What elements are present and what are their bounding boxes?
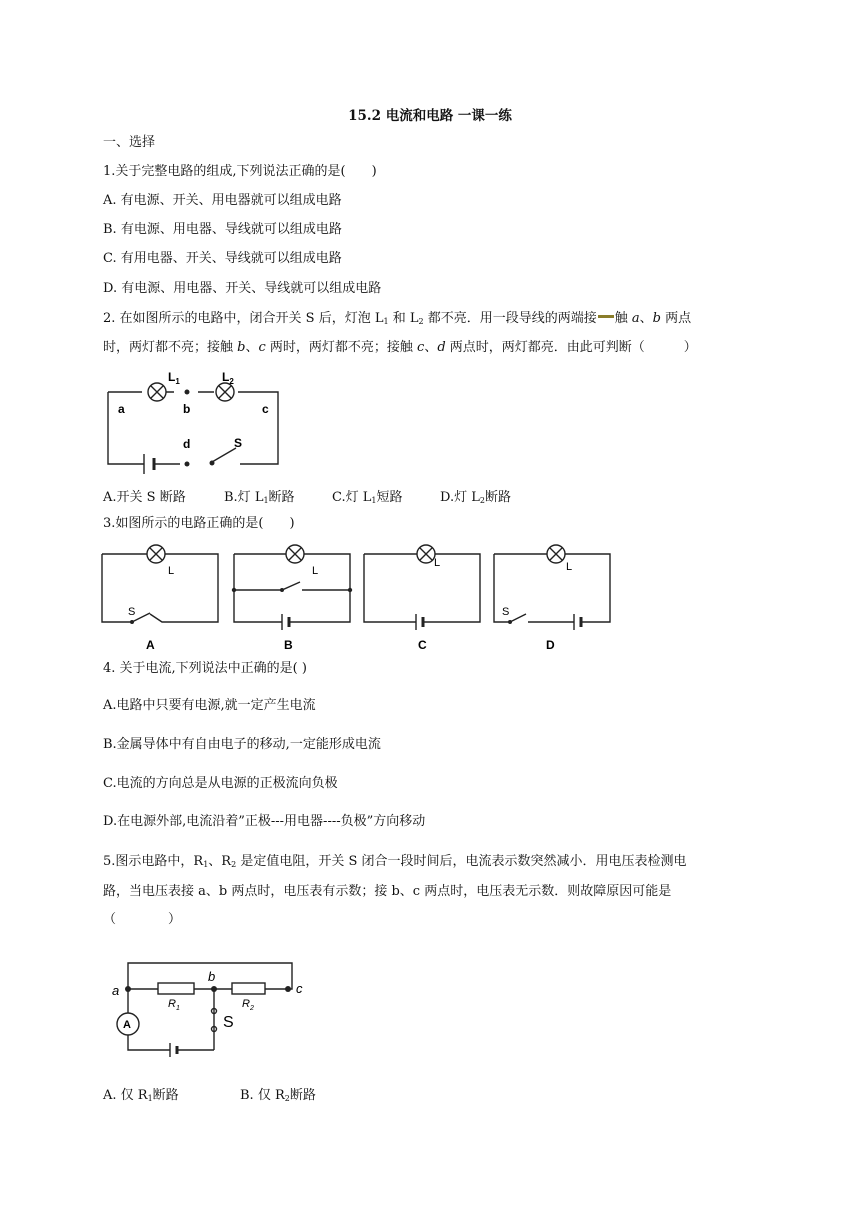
question-5-option-b: B. 仅 $R_2$断路 [240, 1088, 316, 1103]
circuit-option-d [494, 545, 610, 652]
lamp-l1-label: $L_1$ [168, 370, 180, 386]
ammeter-icon: A [123, 1019, 131, 1031]
question-2-stem-line-2: 时，两灯都不亮；接触 b、c 两时，两灯都不亮；接触 c、d 两点时，两灯都亮．由此可判断（ ） [103, 340, 697, 355]
switch-s-label: S [234, 436, 243, 450]
question-1-option-c: C. 有用电器、开关、导线就可以组成电路 [103, 251, 342, 266]
page-title: 15.2 电流和电路 一课一练 [348, 108, 512, 124]
lamp-label-c: L [434, 557, 441, 569]
lamp-label-d: L [566, 561, 573, 573]
resistor-r2-label: $R_2$ [242, 998, 254, 1012]
highlight-mark [598, 315, 614, 318]
lamp-label-a: L [168, 565, 175, 577]
lamp-label-b: L [312, 565, 319, 577]
question-4-option-b: B.金属导体中有自由电子的移动,一定能形成电流 [103, 737, 381, 752]
question-5-stem-line-1: 5.图示电路中，$R_1$、$R_2$ 是定值电阻，开关 S 闭合一段时间后，电流表示数突然减小．用电压表检测电 [103, 854, 687, 869]
question-2-option-c: C.灯 $L_1$短路 [332, 490, 403, 505]
switch-label-d: S [502, 606, 510, 618]
question-5-stem-line-3: （ ） [103, 912, 182, 927]
question-3-circuit-diagrams [100, 540, 620, 652]
question-3-stem: 3.如图所示的电路正确的是( ) [103, 516, 295, 531]
question-5-stem-line-2: 路，当电压表接 a、b 两点时，电压表有示数；接 b、c 两点时，电压表无示数．则故障原因可能是 [103, 884, 672, 899]
question-5-option-a: A. 仅 $R_1$断路 [103, 1088, 179, 1103]
circuit-option-b [232, 545, 352, 652]
point-c-label: c [296, 981, 303, 996]
question-1-option-d: D. 有电源、用电器、开关、导线就可以组成电路 [103, 281, 382, 296]
question-4-stem: 4. 关于电流,下列说法中正确的是( ) [103, 661, 307, 676]
caption-b: B [284, 638, 293, 652]
point-b-label: b [183, 402, 191, 416]
question-2-option-d: D.灯 $L_2$断路 [440, 490, 511, 505]
caption-d: D [546, 638, 555, 652]
question-1-option-b: B. 有电源、用电器、导线就可以组成电路 [103, 222, 342, 237]
point-a-label: a [112, 983, 120, 998]
caption-a: A [146, 638, 155, 652]
point-d-label: d [183, 437, 191, 451]
question-4-option-c: C.电流的方向总是从电源的正极流向负极 [103, 776, 338, 791]
question-2-option-a: A.开关 S 断路 [103, 490, 186, 505]
question-1-stem: 1.关于完整电路的组成,下列说法正确的是( ) [103, 164, 377, 179]
caption-c: C [418, 638, 427, 652]
question-1-option-a: A. 有电源、开关、用电器就可以组成电路 [103, 193, 342, 208]
point-c-label: c [262, 402, 269, 416]
resistor-r1-label: $R_1$ [168, 998, 180, 1012]
point-a-label: a [118, 402, 125, 416]
question-2-circuit-diagram [100, 364, 290, 470]
question-2-stem-line-1: 2. 在如图所示的电路中，闭合开关 S 后，灯泡 $L_1$ 和 $L_2$ 都不亮．用一段导线的两端接 触 a、b 两点 [103, 311, 692, 326]
switch-s-label: S [223, 1014, 234, 1031]
question-2-option-b: B.灯 $L_1$断路 [224, 490, 295, 505]
switch-label-a: S [128, 606, 136, 618]
lamp-l2-label: $L_2$ [222, 370, 234, 386]
point-b-label: b [208, 969, 216, 984]
section-heading: 一、选择 [103, 135, 156, 150]
question-5-circuit-diagram [110, 955, 330, 1055]
question-4-option-a: A.电路中只要有电源,就一定产生电流 [103, 698, 316, 713]
circuit-option-c [364, 545, 480, 652]
circuit-option-a [102, 545, 218, 652]
question-4-option-d: D.在电源外部,电流沿着”正极---用电器----负极”方向移动 [103, 814, 426, 829]
